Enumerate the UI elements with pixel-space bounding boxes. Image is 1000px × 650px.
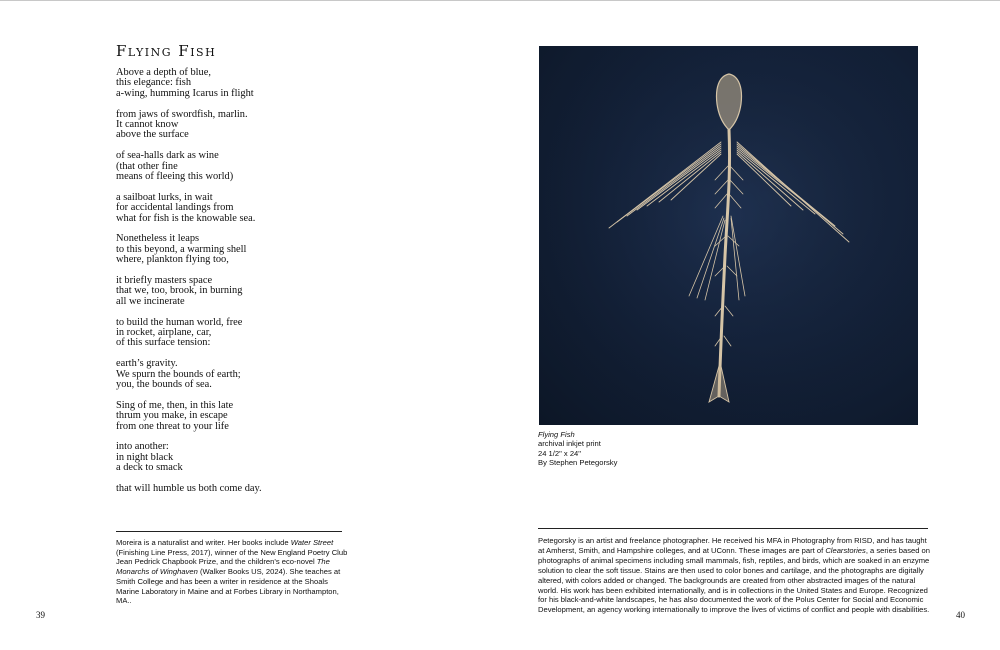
poet-bio-text-2: (Finishing Line Press, 2017), winner of the New England Poetry Club Jean Pedrick Chapbook Prize, and the children’s eco-novel (116, 547, 348, 567)
right-bio-rule (538, 528, 928, 529)
poem-line: all we incinerate (116, 295, 185, 307)
poem-stanza (116, 484, 446, 494)
poet-bio-book-2: The Monarchs of Winghaven (116, 557, 330, 577)
poem-line: for accidental landings from (116, 202, 234, 214)
poem-stanza (116, 193, 446, 224)
poem-line: where, plankton flying too, (116, 254, 229, 266)
poet-bio-text-3: (Walker Books US, 2024). She teaches at Smith College and has been a writer in residence at the Shoals Marine Laboratory in Maine and at Forbes Library in Northampton, MA.. (116, 567, 341, 606)
poem-line: to this beyond, a warming shell (116, 243, 247, 255)
poem-line: in rocket, airplane, car, (116, 327, 212, 339)
poem-stanza (116, 68, 446, 99)
poem-stanza (116, 359, 446, 390)
poem-line: what for fish is the knowable sea. (116, 212, 256, 224)
poem-stanza (116, 401, 446, 432)
poem-stanza (116, 318, 446, 349)
poem-line: We spurn the bounds of earth; (116, 368, 241, 380)
page-number-left: 39 (36, 610, 45, 620)
poem-line: that will humble us both come day. (116, 483, 262, 495)
poem-line: you, the bounds of sea. (116, 379, 212, 391)
poem-line: to build the human world, free (116, 316, 243, 328)
poem-line: this elegance: fish (116, 77, 192, 89)
poem-line: a-wing, humming Icarus in flight (116, 87, 254, 99)
poem-stanza (116, 110, 446, 141)
poem-line: that we, too, brook, in burning (116, 285, 243, 297)
poem-line: into another: (116, 441, 169, 453)
poem-line: Above a depth of blue, (116, 67, 211, 78)
poem-line: from jaws of swordfish, marlin. (116, 108, 248, 120)
photo-caption (538, 430, 788, 467)
poet-bio-text-1: Moreira is a naturalist and writer. Her books include (116, 538, 291, 547)
poem-line: Nonetheless it leaps (116, 233, 200, 245)
poem-line: of sea-halls dark as wine (116, 150, 219, 162)
poem-body (116, 68, 446, 505)
flying-fish-skeleton-image (539, 46, 918, 425)
poem-title: Flying Fish (116, 42, 217, 60)
poem-line: Sing of me, then, in this late (116, 399, 234, 411)
artist-bio-series: Clearstories (825, 545, 866, 555)
poet-bio-book-1: Water Street (290, 538, 334, 547)
poem-line: a sailboat lurks, in wait (116, 191, 213, 203)
poem-line: It cannot know (116, 119, 179, 131)
poem-line: above the surface (116, 129, 189, 141)
poem-line: (that other fine (116, 160, 178, 172)
caption-title: Flying Fish (538, 430, 575, 439)
caption-credit: By Stephen Petegorsky (538, 457, 618, 467)
artist-bio-text-1: Petegorsky is an artist and freelance photographer. He received his MFA in Photography from RISD, and has taught at Amherst, Smith, and Hampshire colleges, and at UConn. These images are part of (538, 536, 927, 555)
poem-stanza (116, 442, 446, 473)
poem-line: means of fleeing this world) (116, 171, 234, 183)
poem-line: from one threat to your life (116, 420, 229, 432)
poem-line: thrum you make, in escape (116, 410, 228, 422)
poem-stanza (116, 234, 446, 265)
poem-line: a deck to smack (116, 462, 183, 474)
page-number-right: 40 (956, 610, 965, 620)
poem-line: it briefly masters space (116, 275, 213, 287)
left-bio-rule (116, 531, 342, 532)
artist-bio-text-2: , a series based on photographs of animal specimens including small mammals, fish, reptiles, and birds, which are soaked in an enzyme solution to clear the soft tissue. Stains are then used to color bones and cartilage, and the photographs are digitally altered, with colors added or changed. The backgrounds are created from other abstracted images of the natural world. His work has been exhibited internationally, and is in collections in the United States and Europe. Recognized for his black-and-white landscapes, he has also documented the work of the Polus Center for Social and Economic Development, an agency working internationally to improve the lives of victims of conflict and people with disabilities. (538, 545, 930, 615)
poem-line: in night black (116, 451, 174, 463)
caption-size: 24 1/2" x 24" (538, 448, 581, 458)
poem-stanza (116, 151, 446, 182)
poet-bio (116, 538, 348, 606)
top-edge-line (0, 0, 1000, 1)
caption-medium: archival inkjet print (538, 439, 601, 449)
poem-stanza (116, 276, 446, 307)
flying-fish-photo (539, 46, 918, 425)
poem-line: of this surface tension: (116, 337, 211, 349)
artist-bio (538, 536, 930, 615)
poem-line: earth’s gravity. (116, 358, 178, 370)
